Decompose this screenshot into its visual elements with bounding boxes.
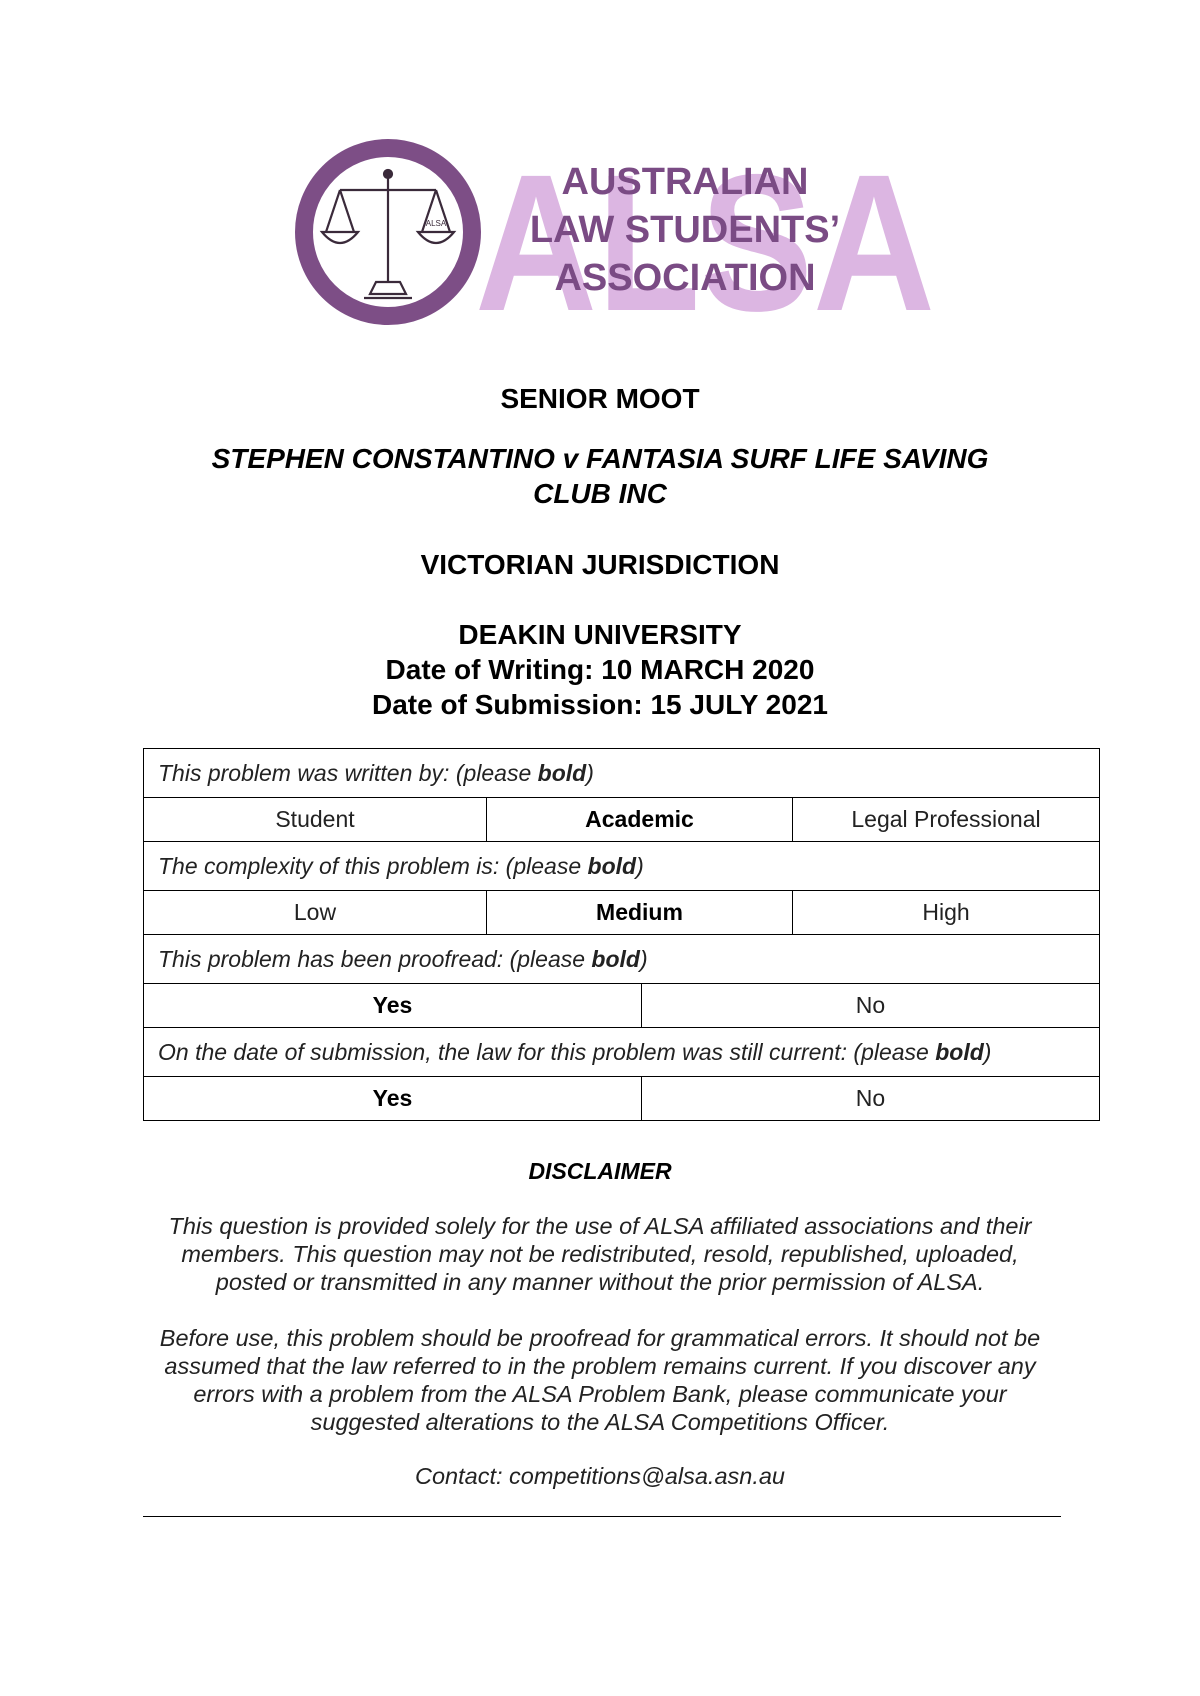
- question-complexity: The complexity of this problem is: (please bold): [144, 842, 1100, 891]
- problem-details-table: [143, 748, 1100, 1121]
- option-legal-professional[interactable]: Legal Professional: [793, 798, 1100, 842]
- table-row: [144, 935, 1100, 984]
- university: DEAKIN UNIVERSITY: [458, 619, 742, 650]
- option-academic[interactable]: Academic: [487, 798, 793, 842]
- table-row: [144, 798, 1100, 842]
- disclaimer-paragraph-1: This question is provided solely for the use of ALSA affiliated associations and their members. This question may not be redistributed, resold, republished, uploaded, posted or transmitted in any manner without the prior permission of ALSA.: [168, 1213, 1032, 1295]
- table-row: [144, 984, 1100, 1028]
- question-written-by: This problem was written by: (please bold): [144, 749, 1100, 798]
- option-proofread-yes[interactable]: Yes: [144, 984, 642, 1028]
- option-current-no[interactable]: No: [642, 1077, 1100, 1121]
- scales-icon: [322, 170, 454, 298]
- logo-text-line2: LAW STUDENTS’: [529, 209, 841, 251]
- case-name-line2: CLUB INC: [533, 478, 667, 509]
- table-row: [144, 749, 1100, 798]
- competition-title: SENIOR MOOT: [500, 383, 700, 414]
- disclaimer-title: DISCLAIMER: [528, 1158, 672, 1184]
- alsa-logo: [290, 132, 940, 332]
- question-proofread: This problem has been proofread: (please bold): [144, 935, 1100, 984]
- logo-watermark: ALSA: [475, 134, 935, 332]
- option-low[interactable]: Low: [144, 891, 487, 935]
- option-high[interactable]: High: [793, 891, 1100, 935]
- option-current-yes[interactable]: Yes: [144, 1077, 642, 1121]
- contact-email[interactable]: Contact: competitions@alsa.asn.au: [414, 1463, 786, 1489]
- date-of-submission: Date of Submission: 15 JULY 2021: [372, 689, 828, 720]
- logo-text-line3: ASSOCIATION: [554, 257, 816, 299]
- option-student[interactable]: Student: [144, 798, 487, 842]
- date-of-writing: Date of Writing: 10 MARCH 2020: [385, 654, 815, 685]
- table-row: [144, 1077, 1100, 1121]
- logo-badge-text: ALSA: [425, 219, 447, 228]
- jurisdiction: VICTORIAN JURISDICTION: [420, 549, 780, 580]
- option-proofread-no[interactable]: No: [642, 984, 1100, 1028]
- case-name-line1: STEPHEN CONSTANTINO v FANTASIA SURF LIFE SAVING: [211, 443, 989, 474]
- divider: [143, 1516, 1061, 1517]
- table-row: [144, 1028, 1100, 1077]
- table-row: [144, 842, 1100, 891]
- disclaimer-paragraph-2: Before use, this problem should be proofread for grammatical errors. It should not be assumed that the law referred to in the problem remains current. If you discover any errors with a problem from the ALSA Problem Bank, please communicate your suggested alterations to the ALSA Competitions Officer.: [159, 1325, 1041, 1435]
- question-law-current: On the date of submission, the law for this problem was still current: (please bold): [144, 1028, 1100, 1077]
- logo-text-line1: AUSTRALIAN: [561, 161, 809, 203]
- table-row: [144, 891, 1100, 935]
- option-medium[interactable]: Medium: [487, 891, 793, 935]
